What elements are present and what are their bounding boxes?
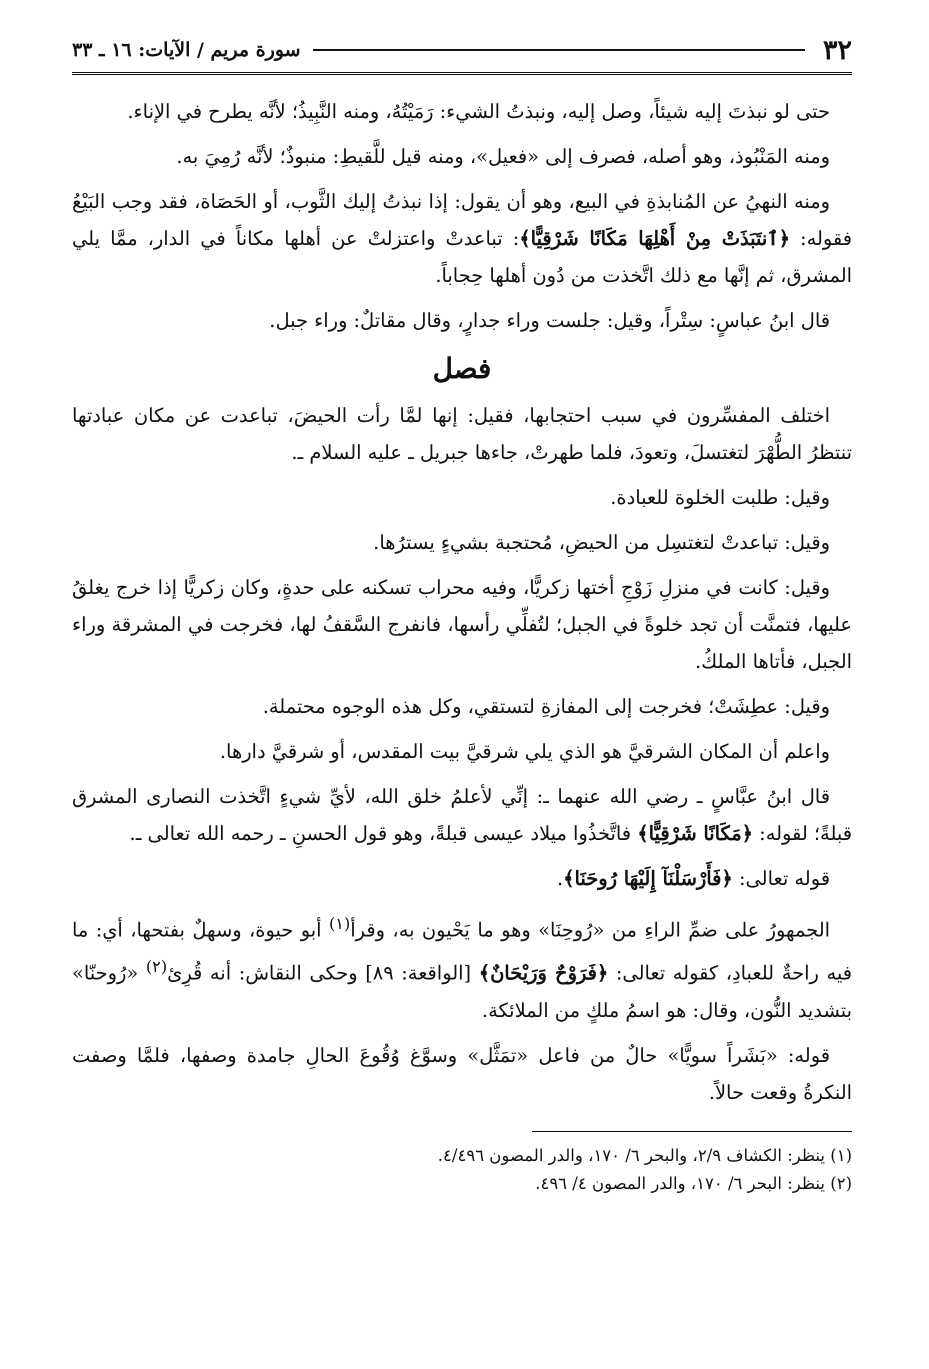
main-text <box>72 93 852 1111</box>
paragraph-text: وقيل: عطِشَتْ؛ فخرجت إلى المفازةِ لتستقي، وكل هذه الوجوه محتملة. <box>262 695 830 718</box>
paragraph <box>72 1037 852 1111</box>
section-heading: فصل <box>432 352 492 385</box>
paragraph-text: «رُوحنّا» بتشديد النُّون، وقال: هو اسمُ ملكٍ من الملائكة. <box>72 961 852 1022</box>
paragraph <box>72 302 852 339</box>
paragraph <box>72 733 852 770</box>
paragraph-text: حتى لو نبذتَ إليه شيئاً، وصل إليه، ونبذتُ الشيء: رَمَيْتُهُ، ومنه النَّبِيذُ؛ لأنَّه يطرح في الإناء. <box>127 100 830 123</box>
paragraph <box>72 479 852 516</box>
footnotes <box>72 1131 852 1198</box>
paragraph-text: ومنه النهيُ عن المُنابذةِ في البيع، وهو أن يقول: إذا نبذتُ إليك الثَّوب، أو الحَصَاة، فقد وجب البَيْعُ فقوله: <box>72 190 852 250</box>
paragraph-text: وقيل: تباعدتْ لتغتسِل من الحيضِ، مُحتجبة بشيءٍ يسترُها. <box>373 531 830 554</box>
running-title: سورة مريم / الآيات: ١٦ ـ ٣٣ <box>72 39 301 61</box>
paragraph-text: ومنه المَنْبُوذ، وهو أصله، فصرف إلى «فعيل»، ومنه قيل للَّقيطِ: منبوذٌ؛ لأنَّه رُمِيَ به. <box>176 145 830 168</box>
paragraph-text: . <box>556 867 564 890</box>
page-header <box>72 30 852 75</box>
paragraph <box>72 688 852 725</box>
quran-verse: ﴿فَأَرْسَلْنَآ إِلَيْهَا رُوحَنَا﴾ <box>563 867 733 890</box>
paragraph-text: [الواقعة: ٨٩] وحكى النقاش: أنه قُرِئ <box>167 961 479 985</box>
paragraph-text: الجمهورُ على ضمِّ الراءِ من «رُوحِنَا» وهو ما يَحْيون به، وقرأ <box>350 918 830 942</box>
footnote-ref: (١) <box>328 914 351 933</box>
paragraph-text: وقيل: كانت في منزلِ زَوْجِ أختها زكريًّا، وفيه محراب تسكنه على حدةٍ، وكان زكريًّا إذا خرج يغلقُ عليها، فتمنَّت أن تجد خلوةً في الجبل؛ لتُفلِّي رأسها، فانفرج السَّقفُ لها، فخرجت في المشرقة وراء الجبل، فأتاها الملكُ. <box>72 576 852 673</box>
paragraph-text: واعلم أن المكان الشرقيَّ هو الذي يلي شرقيَّ بيت المقدس، أو شرقيَّ دارها. <box>219 740 830 763</box>
quran-verse: ﴿فَرَوْحٌ وَرَيْحَانٌ﴾ <box>478 961 609 985</box>
paragraph <box>72 905 852 1029</box>
paragraph-text: قال ابنُ عباسٍ: سِتْراً، وقيل: جلست وراء جدارٍ، وقال مقاتلٌ: وراء جبل. <box>269 309 830 332</box>
paragraph-text: أبو حيوة، وسهلٌ بفتحها، أي: ما فيه راحةٌ للعبادِ، كقوله تعالى: <box>72 918 852 985</box>
quran-verse: ﴿مَكَانًا شَرْقِيًّا﴾ <box>637 822 753 845</box>
paragraph <box>72 778 852 852</box>
footnote-divider <box>532 1131 852 1132</box>
paragraph-text: قال ابنُ عبَّاسٍ ـ رضي الله عنهما ـ: إنِّي لأعلمُ خلق الله، لأيِّ شيءٍ اتَّخذت النصارى المشرق قبلةً؛ لقوله: <box>72 785 852 845</box>
paragraph <box>72 397 852 471</box>
paragraph-text: اختلف المفسِّرون في سبب احتجابها، فقيل: إنها لمَّا رأت الحيضَ، تباعدت عن مكان عبادتها تنتظرُ الطُّهْرَ لتغتسلَ، وتعودَ، فلما طهرتْ، جاءها جبريل ـ عليه السلام ـ. <box>72 404 852 464</box>
header-divider <box>313 49 805 51</box>
paragraph-text: قوله تعالى: <box>732 867 830 890</box>
paragraph <box>72 569 852 680</box>
paragraph-text: قوله: «بَشَراً سويًّا» حالٌ من فاعل «تمَثَّل» وسوَّغ وُقُوعَ الحالِ جامدة وصفها، فلمَّا وصفت النكرةُ وقعت حالاً. <box>72 1043 852 1104</box>
quran-verse: ﴿ٱنتَبَذَتْ مِنْ أَهْلِهَا مَكَانًا شَرْقِيًّا﴾ <box>519 227 790 250</box>
paragraph <box>72 138 852 175</box>
paragraph <box>72 860 852 897</box>
footnote: (١) ينظر: الكشاف ٢/٩، والبحر ٦/ ١٧٠، والدر المصون ٤/٤٩٦. <box>437 1145 852 1165</box>
page-number: ٣٢ <box>822 34 852 66</box>
paragraph <box>72 183 852 294</box>
book-page <box>72 30 852 1198</box>
footnote: (٢) ينظر: البحر ٦/ ١٧٠، والدر المصون ٤/ ٤٩٦. <box>535 1173 852 1193</box>
paragraph <box>72 524 852 561</box>
paragraph <box>72 93 852 130</box>
paragraph-text: : تباعدتْ واعتزلتْ عن أهلها مكاناً في الدار، ممَّا يلي المشرق، ثم إنَّها مع ذلك اتَّخذت من دُون أهلها حِجاباً. <box>72 227 852 287</box>
paragraph-text: وقيل: طلبت الخلوة للعبادة. <box>610 486 830 509</box>
paragraph-text: فاتَّخذُوا ميلاد عيسى قبلةً، وهو قول الحسنِ ـ رحمه الله تعالى ـ. <box>129 822 638 845</box>
footnote-ref: (٢) <box>145 957 168 977</box>
